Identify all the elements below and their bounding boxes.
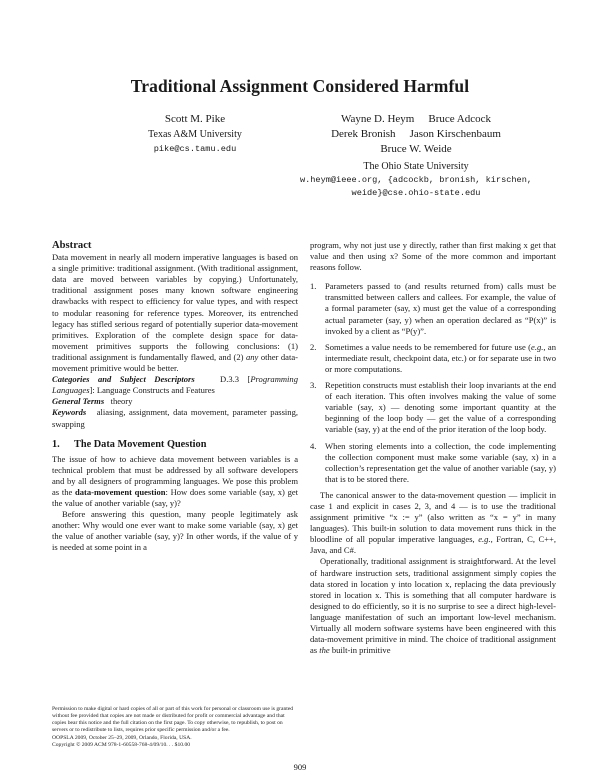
author-name: Derek Bronish (331, 128, 396, 140)
body-paragraph: The canonical answer to the data-movement question — implicit in case 1 and explicit in cases 2, 3, and 4 — is to use the traditional assignment primitive “x := y” (also written as “x = y” in many languages). This built-in solution to data movement runs thick in the bloodline of all popular imperative languages, e.g., Fortran, C, C++, Java, and C#. (310, 489, 556, 556)
author-names-line-1 (296, 112, 536, 127)
keywords-line: Keywords aliasing, assignment, data movement, parameter passing, swapping (52, 407, 298, 429)
author-email: pike@cs.tamu.edu (153, 144, 237, 154)
paper-title: Traditional Assignment Considered Harmful (130, 76, 470, 96)
author-name: Wayne D. Heym (341, 113, 415, 125)
permission-text: Permission to make digital or hard copies of all or part of this work for personal or classroom use is granted without fee provided that copies are not made or distributed for profit or commercial advantage and that copies bear this notice and the full citation on the first page. To copy otherwise, to republish, to post on servers or to redistribute to lists, requires prior specific permission and/or a fee. (52, 706, 294, 734)
author-name: Bruce Adcock (428, 113, 491, 125)
abstract-heading: Abstract (52, 240, 92, 251)
categories-line: Categories and Subject Descriptors D.3.3 [Programming Languages]: Language Constructs and Features (52, 374, 298, 396)
author-block-right (296, 112, 536, 199)
right-column (310, 240, 556, 656)
section-paragraph: Before answering this question, many people legitimately ask another: Why would one ever want to make some variable (say, x) get the value of another variable (say, y)? In other words, if the value of y is needed at some point in a (52, 509, 298, 553)
permission-notice (52, 706, 298, 750)
list-item: 1. Parameters passed to (and results returned from) calls must be transmitted between callers and callees. For example, the value of a formal parameter (say, x) must get the value of a corresponding actual parameter (say, y) when an operation declared as “P(x)” is invoked by a client as “P(y)”. (310, 281, 556, 336)
body-paragraph: Operationally, traditional assignment is straightforward. At the level of hardware instruction sets, traditional assignment simply copies the data stored in location y into location x, replacing the data previously stored in location x. This is something that all computer hardware is designed to do efficiently, so it is no surprise to see a direct high-level-language manifestation of such an important low-level mechanism. Virtually all modern software systems have been engineered with this data-movement primitive in mind. The choice of traditional assignment as the built-in primitive (310, 556, 556, 656)
section-paragraph: The issue of how to achieve data movement between variables is a technical problem that must be addressed by all software developers and by all designers of programming languages. We pose this problem as the data-movement question: How does some variable (say, x) get the value of another variable (say, y)? (52, 453, 299, 509)
author-institution: Texas A&M University (148, 129, 242, 140)
list-item: 4. When storing elements into a collection, the code implementing the collection component must make some variable (say, x) in a collection’s representation get the value of another variable (say, y) that is to be stored there. (310, 440, 556, 484)
page-number: 909 (293, 762, 307, 772)
author-institution: The Ohio State University (363, 161, 469, 172)
author-name: Scott M. Pike (164, 113, 226, 125)
abstract-text: Data movement in nearly all modern imperative languages is based on a single primitive: traditional assignment. (With traditional assignment, data are moved between variables by copying.) Unfortunately, traditional assignment poses many known software engineering drawbacks with respect to efficiency for value types, and with respect to modular reasoning for reference types. Moreover, its entrenched legacy has stifled serious regard of potentially superior data-movement primitives. Exploration of the complete design space for data-movement primitives supports the following conclusions: (1) traditional assignment is fundamentally flawed, and (2) any other data-movement primitive would be better. (52, 252, 298, 374)
reasons-list (310, 281, 556, 485)
author-block-left (120, 112, 270, 157)
author-name: Jason Kirschenbaum (409, 128, 501, 140)
author-email: weide}@cse.ohio-state.edu (351, 187, 481, 198)
author-names-line-2 (296, 127, 536, 142)
list-item: 2. Sometimes a value needs to be remembered for future use (e.g., an intermediate result, checkpoint data, etc.) or for separate use in two or more computations. (310, 341, 557, 374)
continued-paragraph: program, why not just use y directly, rather than first making x get that value and then using x? Some of the more common and important reasons follow. (310, 240, 556, 273)
author-name: Bruce W. Weide (380, 143, 452, 155)
copyright-line: Copyright © 2009 ACM 978-1-60558-768-4/09/10. . . $10.00 (52, 742, 191, 749)
author-email: w.heym@ieee.org, {adcockb, bronish, kirschen, (299, 175, 533, 185)
list-item: 3. Repetition constructs must establish their loop invariants at the end of each iteration. This often involves making the value of some variable (say, x) — denoting some important quantity at the beginning of the loop body — get the value of a corresponding variable (say, y) at the end of the prior iteration of the loop body. (310, 380, 556, 435)
left-column (52, 240, 298, 554)
venue-line: OOPSLA 2009, October 25–29, 2009, Orlando, Florida, USA. (52, 735, 192, 742)
section-heading: 1. The Data Movement Question (52, 438, 207, 450)
general-terms-line: General Terms theory (52, 396, 133, 407)
